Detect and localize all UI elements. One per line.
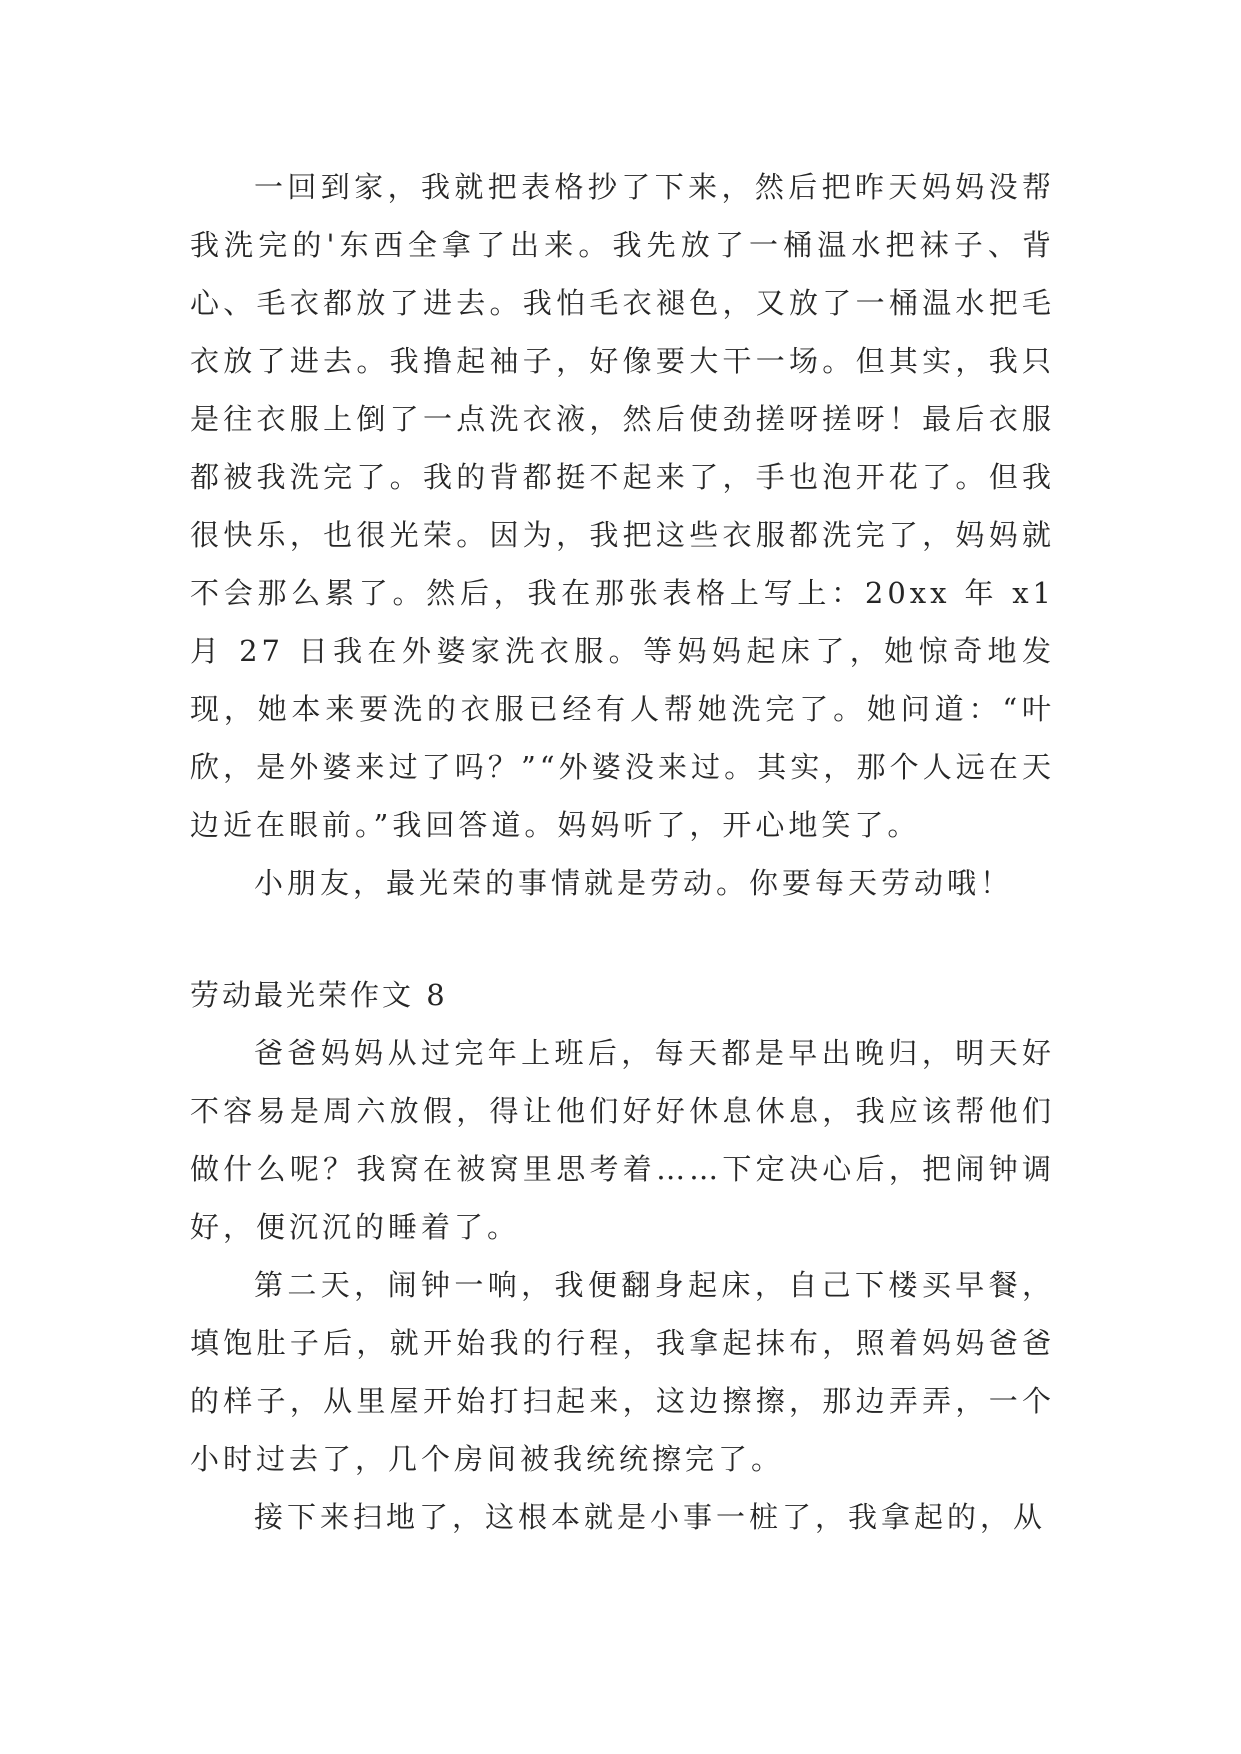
section-title: 劳动最光荣作文 8	[190, 978, 448, 1012]
paragraph-conclusion: 小朋友，最光荣的事情就是劳动。你要每天劳动哦！	[254, 866, 1014, 900]
paragraph-laundry: 一回到家，我就把表格抄了下来，然后把昨天妈妈没帮我洗完的'东西全拿了出来。我先放了一桶温水把袜子、背心、毛衣都放了进去。我怕毛衣褪色，又放了一桶温水把毛衣放了进去。我撸起袖子，好像要大干一场。但其实，我只是往衣服上倒了一点洗衣液，然后使劲搓呀搓呀！最后衣服都被我洗完了。我的背都挺不起来了，手也泡开花了。但我很快乐，也很光荣。因为，我把这些衣服都洗完了，妈妈就不会那么累了。然后，我在那张表格上写上：20xx 年 x1 月 27 日我在外婆家洗衣服。等妈妈起床了，她惊奇地发现，她本来要洗的衣服已经有人帮她洗完了。她问道：“叶欣，是外婆来过了吗？”“外婆没来过。其实，那个人远在天边近在眼前。”我回答道。妈妈听了，开心地笑了。	[190, 170, 1055, 842]
paragraph-cleaning: 第二天，闹钟一响，我便翻身起床，自己下楼买早餐，填饱肚子后，就开始我的行程，我拿起抹布，照着妈妈爸爸的样子，从里屋开始打扫起来，这边擦擦，那边弄弄，一个小时过去了，几个房间被我统统擦完了。	[190, 1268, 1055, 1476]
paragraph-intro: 爸爸妈妈从过完年上班后，每天都是早出晚归，明天好不容易是周六放假，得让他们好好休息休息，我应该帮他们做什么呢？我窝在被窝里思考着……下定决心后，把闹钟调好，便沉沉的睡着了。	[190, 1036, 1055, 1244]
paragraph-sweeping: 接下来扫地了，这根本就是小事一桩了，我拿起的，从	[254, 1500, 1047, 1534]
document-body	[190, 158, 1055, 1546]
